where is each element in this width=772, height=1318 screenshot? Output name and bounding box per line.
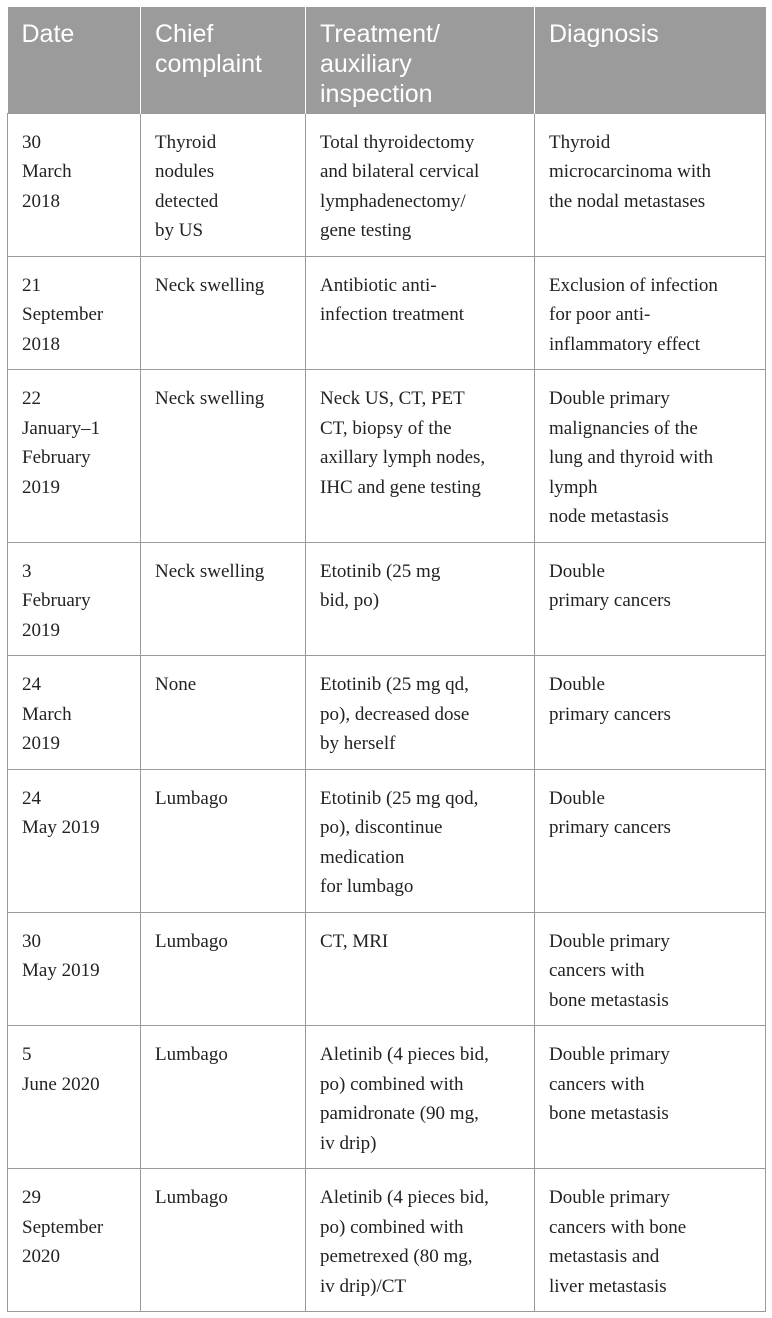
header-treatment: Treatment/ auxiliary inspection: [306, 7, 535, 113]
cell-diagnosis: Double primary cancers: [535, 542, 766, 656]
cell-complaint: Neck swelling: [141, 256, 306, 370]
cell-treatment: CT, MRI: [306, 912, 535, 1026]
cell-date: 21 September 2018: [8, 256, 141, 370]
cell-date: 30 March 2018: [8, 113, 141, 256]
cell-date: 3 February 2019: [8, 542, 141, 656]
cell-diagnosis: Double primary cancers with bone metastasis: [535, 1026, 766, 1169]
clinical-timeline-table: [7, 7, 766, 1312]
cell-complaint: Neck swelling: [141, 370, 306, 543]
cell-date: 29 September 2020: [8, 1169, 141, 1312]
cell-treatment: Etotinib (25 mg qd, po), decreased dose by herself: [306, 656, 535, 770]
header-row: [8, 7, 766, 113]
table-row: [8, 113, 766, 256]
cell-date: 24 March 2019: [8, 656, 141, 770]
table-body: [8, 113, 766, 1312]
cell-complaint: None: [141, 656, 306, 770]
cell-treatment: Total thyroidectomy and bilateral cervical lymphadenectomy/ gene testing: [306, 113, 535, 256]
cell-diagnosis: Double primary cancers with bone metastasis: [535, 912, 766, 1026]
cell-diagnosis: Double primary cancers: [535, 769, 766, 912]
header-date: Date: [8, 7, 141, 113]
cell-date: 22 January–1 February 2019: [8, 370, 141, 543]
table-row: [8, 370, 766, 543]
table-row: [8, 656, 766, 770]
cell-date: 24 May 2019: [8, 769, 141, 912]
table-row: [8, 1169, 766, 1312]
cell-diagnosis: Double primary cancers with bone metastasis and liver metastasis: [535, 1169, 766, 1312]
cell-complaint: Thyroid nodules detected by US: [141, 113, 306, 256]
table-row: [8, 769, 766, 912]
cell-date: 30 May 2019: [8, 912, 141, 1026]
header-diagnosis: Diagnosis: [535, 7, 766, 113]
table-row: [8, 256, 766, 370]
cell-treatment: Etotinib (25 mg bid, po): [306, 542, 535, 656]
table-row: [8, 542, 766, 656]
cell-treatment: Neck US, CT, PET CT, biopsy of the axillary lymph nodes, IHC and gene testing: [306, 370, 535, 543]
cell-diagnosis: Double primary cancers: [535, 656, 766, 770]
table-row: [8, 1026, 766, 1169]
cell-diagnosis: Thyroid microcarcinoma with the nodal metastases: [535, 113, 766, 256]
cell-diagnosis: Exclusion of infection for poor anti- inflammatory effect: [535, 256, 766, 370]
cell-treatment: Antibiotic anti- infection treatment: [306, 256, 535, 370]
cell-treatment: Aletinib (4 pieces bid, po) combined with pemetrexed (80 mg, iv drip)/CT: [306, 1169, 535, 1312]
cell-complaint: Lumbago: [141, 769, 306, 912]
header-chief-complaint: Chief complaint: [141, 7, 306, 113]
table-row: [8, 912, 766, 1026]
cell-treatment: Aletinib (4 pieces bid, po) combined with pamidronate (90 mg, iv drip): [306, 1026, 535, 1169]
cell-complaint: Neck swelling: [141, 542, 306, 656]
cell-complaint: Lumbago: [141, 1026, 306, 1169]
table-header: [8, 7, 766, 113]
cell-complaint: Lumbago: [141, 1169, 306, 1312]
cell-diagnosis: Double primary malignancies of the lung and thyroid with lymph node metastasis: [535, 370, 766, 543]
cell-date: 5 June 2020: [8, 1026, 141, 1169]
cell-complaint: Lumbago: [141, 912, 306, 1026]
cell-treatment: Etotinib (25 mg qod, po), discontinue medication for lumbago: [306, 769, 535, 912]
